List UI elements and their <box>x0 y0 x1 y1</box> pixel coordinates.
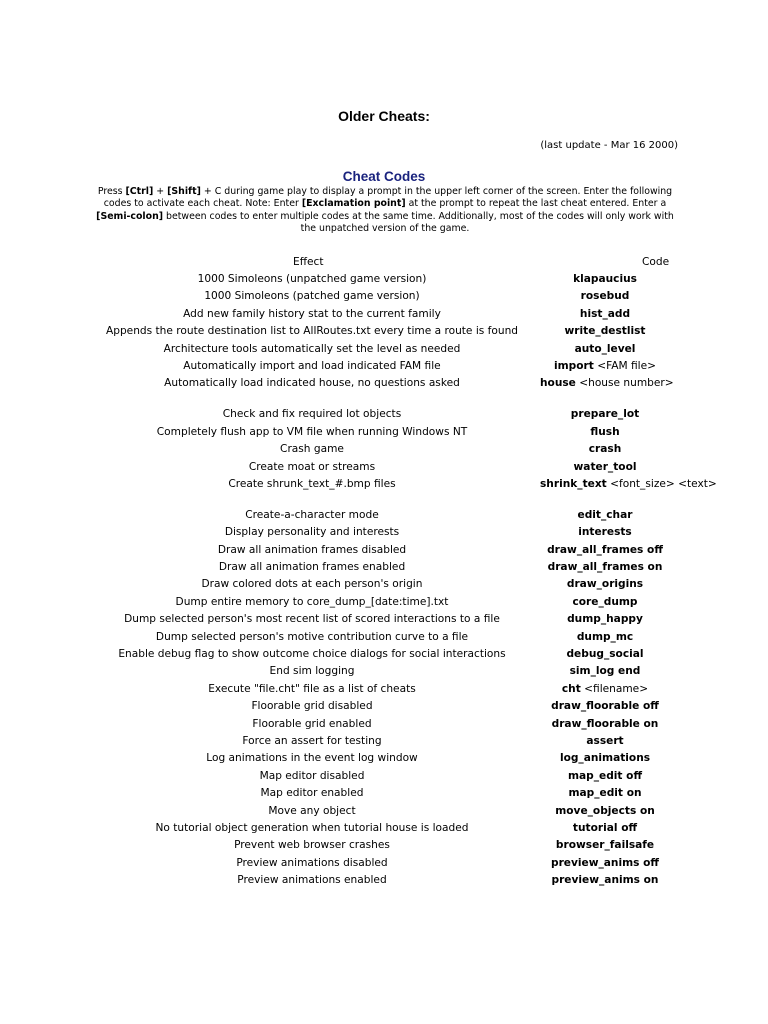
intro-text: + C during game play to display a prompt in the upper left corner of the screen. Enter the following codes to activate each cheat. Note: Enter <box>103 186 673 210</box>
effect-cell <box>0 648 620 665</box>
cheat-code <box>540 377 674 390</box>
effect-text: Draw all animation frames disabled <box>217 543 407 556</box>
cheat-code <box>540 561 670 574</box>
cheat-code <box>540 613 670 626</box>
code-keyword: assert <box>586 734 624 747</box>
effect-text: Create moat or streams <box>248 460 376 473</box>
code-keyword: dump_happy <box>567 613 643 626</box>
code-cell <box>572 595 768 613</box>
code-keyword: log_animations <box>559 752 651 765</box>
effect-text: 1000 Simoleons (unpatched game version) <box>197 273 427 285</box>
code-cell <box>550 856 768 874</box>
code-keyword: dump_mc <box>576 630 634 643</box>
code-argument: <filename> <box>580 682 649 695</box>
code-cell <box>570 408 768 425</box>
cheat-code <box>540 308 670 321</box>
code-cell <box>561 682 768 700</box>
code-cell <box>564 325 768 342</box>
effect-text: Map editor enabled <box>260 787 364 800</box>
section-title: Cheat Codes <box>342 169 426 184</box>
table-row <box>0 360 768 377</box>
table-row <box>0 613 768 630</box>
effect-text: Floorable grid enabled <box>252 717 372 730</box>
table-row <box>0 544 768 561</box>
cheat-code <box>540 596 670 609</box>
effect-text: End sim logging <box>269 665 355 678</box>
code-cell <box>573 460 768 478</box>
code-cell <box>547 543 768 561</box>
effect-cell <box>0 665 620 682</box>
effect-text: Automatically import and load indicated FAM file <box>183 359 441 372</box>
effect-cell <box>0 360 620 377</box>
cheat-code <box>540 735 670 748</box>
cheat-code <box>540 822 670 835</box>
code-keyword: interests <box>578 526 632 539</box>
effect-text: Display personality and interests <box>224 526 400 539</box>
table-row <box>0 343 768 360</box>
code-keyword: map_edit on <box>568 787 642 800</box>
effect-cell <box>0 544 620 561</box>
code-argument: <font_size> <text> <box>606 477 717 490</box>
cheat-code <box>540 700 670 713</box>
effect-text: Dump selected person's motive contribution curve to a file <box>155 630 469 643</box>
effect-text: Check and fix required lot objects <box>222 408 402 421</box>
code-cell <box>576 630 768 648</box>
effect-cell <box>0 561 620 578</box>
table-row <box>0 290 768 307</box>
code-keyword: prepare_lot <box>570 408 640 421</box>
effect-text: Create shrunk_text_#.bmp files <box>228 477 396 490</box>
code-keyword: rosebud <box>580 290 630 303</box>
effect-text: Crash game <box>280 443 344 456</box>
cheat-code <box>540 461 670 474</box>
code-cell <box>568 787 768 804</box>
code-keyword: klapaucius <box>573 273 637 285</box>
code-cell <box>590 425 768 443</box>
intro-paragraph <box>90 186 680 235</box>
cheat-code <box>540 443 670 456</box>
effect-cell <box>0 308 620 325</box>
effect-cell <box>0 596 620 613</box>
intro-text: at the prompt to repeat the last cheat entered. Enter a <box>405 198 667 210</box>
effect-cell <box>0 377 620 408</box>
code-keyword: auto_level <box>574 342 636 355</box>
cheat-code <box>540 343 670 356</box>
code-cell <box>573 273 768 290</box>
code-cell <box>566 578 768 595</box>
effect-cell <box>0 787 620 804</box>
table-row <box>0 509 768 526</box>
table-row <box>0 273 768 290</box>
effect-text: Architecture tools automatically set the level as needed <box>163 342 461 355</box>
cheat-code <box>540 787 670 800</box>
cheat-code <box>540 290 670 303</box>
effect-cell <box>0 526 620 543</box>
effect-cell <box>0 631 620 648</box>
effect-cell <box>0 857 620 874</box>
code-keyword: shrink_text <box>540 477 607 490</box>
intro-text: + <box>153 186 168 197</box>
table-row <box>0 308 768 325</box>
cheat-code <box>540 648 670 661</box>
code-cell <box>567 769 768 787</box>
cheat-code <box>540 752 670 765</box>
table-header-row <box>0 256 768 273</box>
code-cell <box>577 508 768 526</box>
table-row <box>0 718 768 735</box>
code-cell <box>572 821 768 839</box>
cheat-code <box>540 509 670 522</box>
cheat-code <box>540 408 670 421</box>
table-row <box>0 526 768 543</box>
effect-cell <box>0 683 620 700</box>
table-row <box>0 561 768 578</box>
effect-text: Move any object <box>268 804 356 817</box>
effect-cell <box>0 874 620 891</box>
effect-cell <box>0 718 620 735</box>
code-cell <box>578 526 768 543</box>
code-cell <box>566 648 768 665</box>
table-row <box>0 443 768 460</box>
effect-text: Force an assert for testing <box>242 734 382 747</box>
effect-column-header: Effect <box>293 256 324 268</box>
cheat-code <box>540 839 670 852</box>
code-cell <box>588 443 768 460</box>
table-row <box>0 426 768 443</box>
key-name: [Ctrl] <box>125 186 154 197</box>
code-keyword: tutorial off <box>572 821 638 834</box>
code-cell <box>579 307 768 325</box>
cheat-code <box>540 273 670 286</box>
effect-cell <box>0 805 620 822</box>
intro-text: Press <box>97 186 126 197</box>
table-row <box>0 770 768 787</box>
effect-cell <box>0 735 620 752</box>
code-keyword: browser_failsafe <box>555 839 655 852</box>
cheat-code <box>540 426 670 439</box>
table-row <box>0 787 768 804</box>
table-row <box>0 822 768 839</box>
table-row <box>0 596 768 613</box>
effect-text: Draw colored dots at each person's origin <box>201 578 423 591</box>
effect-cell <box>0 700 620 717</box>
cheat-code <box>540 665 670 678</box>
code-cell <box>574 342 768 360</box>
table-row <box>0 805 768 822</box>
table-row <box>0 578 768 595</box>
table-row <box>0 735 768 752</box>
cheat-code <box>540 477 717 491</box>
effect-text: Create-a-character mode <box>245 508 379 521</box>
effect-text: Automatically load indicated house, no questions asked <box>164 377 460 390</box>
cheat-code <box>540 770 670 783</box>
table-row <box>0 377 768 408</box>
cheat-code <box>540 578 670 591</box>
effect-cell <box>0 343 620 360</box>
table-row <box>0 631 768 648</box>
code-keyword: preview_anims on <box>551 874 659 887</box>
code-cell <box>569 665 768 682</box>
effect-cell <box>0 770 620 787</box>
effect-cell <box>0 325 620 342</box>
code-cell <box>547 561 768 578</box>
effect-cell <box>0 426 620 443</box>
code-keyword: crash <box>588 443 622 456</box>
effect-text: Completely flush app to VM file when running Windows NT <box>156 425 468 438</box>
effect-cell <box>0 408 620 425</box>
code-keyword: house <box>540 377 576 390</box>
effect-text: Log animations in the event log window <box>206 752 418 765</box>
code-cell <box>555 839 768 856</box>
code-keyword: flush <box>590 425 620 438</box>
code-keyword: draw_floorable off <box>551 700 659 713</box>
code-keyword: import <box>554 359 594 372</box>
cheat-code <box>540 360 670 373</box>
effect-text: Dump selected person's most recent list of scored interactions to a file <box>124 613 500 626</box>
effect-cell <box>0 273 620 290</box>
cheat-code <box>540 874 670 887</box>
effect-cell <box>0 839 620 856</box>
code-argument: <house number> <box>575 377 674 390</box>
page-title: Older Cheats: <box>338 108 430 124</box>
code-keyword: map_edit off <box>567 769 643 782</box>
cheat-code <box>540 325 670 338</box>
effect-text: Preview animations enabled <box>237 874 387 887</box>
table-row <box>0 478 768 509</box>
effect-cell <box>0 478 620 509</box>
effect-text: Enable debug flag to show outcome choice dialogs for social interactions <box>118 648 506 661</box>
effect-cell <box>0 752 620 769</box>
effect-text: Floorable grid disabled <box>251 700 373 713</box>
key-name: [Shift] <box>167 186 201 197</box>
table-row <box>0 683 768 700</box>
effect-text: Execute "file.cht" file as a list of cheats <box>208 682 416 695</box>
effect-text: Add new family history stat to the current family <box>183 307 441 320</box>
effect-cell <box>0 443 620 460</box>
code-cell <box>586 734 768 752</box>
code-keyword: cht <box>561 682 581 695</box>
code-keyword: draw_origins <box>566 578 644 591</box>
code-keyword: water_tool <box>573 460 637 473</box>
table-row <box>0 408 768 425</box>
table-row <box>0 752 768 769</box>
code-column-header: Code <box>642 256 670 268</box>
code-keyword: move_objects on <box>555 804 655 817</box>
effect-text: 1000 Simoleons (patched game version) <box>204 290 420 303</box>
table-row <box>0 839 768 856</box>
key-name: [Exclamation point] <box>301 198 406 210</box>
effect-text: Appends the route destination list to AllRoutes.txt every time a route is found <box>105 325 519 338</box>
code-keyword: debug_social <box>566 648 644 661</box>
effect-cell <box>0 290 620 307</box>
effect-text: Map editor disabled <box>259 769 365 782</box>
code-keyword: preview_anims off <box>550 856 659 869</box>
code-keyword: sim_log end <box>569 665 641 678</box>
effect-text: Draw all animation frames enabled <box>218 561 406 574</box>
code-cell <box>540 377 768 408</box>
table-row <box>0 665 768 682</box>
effect-cell <box>0 509 620 526</box>
code-cell <box>551 874 768 891</box>
table-row <box>0 325 768 342</box>
cheat-code <box>540 857 670 870</box>
key-name: [Semi-colon] <box>96 210 164 222</box>
effect-text: Preview animations disabled <box>236 856 388 869</box>
effect-cell <box>0 578 620 595</box>
code-keyword: write_destlist <box>564 325 646 338</box>
code-cell <box>540 477 768 509</box>
code-cell <box>580 290 768 307</box>
code-cell <box>554 359 768 377</box>
code-keyword: draw_all_frames off <box>547 543 663 556</box>
code-cell <box>551 717 768 735</box>
code-cell <box>567 613 768 630</box>
cheat-codes-table <box>0 256 768 892</box>
effect-text: No tutorial object generation when tutorial house is loaded <box>155 821 469 834</box>
table-row <box>0 700 768 717</box>
table-row <box>0 461 768 478</box>
intro-text: between codes to enter multiple codes at the same time. Additionally, most of the codes will only work with the unpatched version of the game. <box>163 210 674 234</box>
code-argument: <FAM file> <box>593 359 656 372</box>
cheat-code <box>540 718 670 731</box>
code-cell <box>551 700 768 717</box>
effect-cell <box>0 613 620 630</box>
table-row <box>0 857 768 874</box>
table-row <box>0 874 768 891</box>
cheat-code <box>540 526 670 539</box>
table-row <box>0 648 768 665</box>
effect-text: Dump entire memory to core_dump_[date:time].txt <box>175 595 449 608</box>
cheat-code <box>540 805 670 818</box>
cheat-code <box>540 544 670 557</box>
cheat-rows <box>0 273 768 892</box>
cheat-code <box>540 631 670 644</box>
code-keyword: draw_all_frames on <box>547 561 663 574</box>
code-cell <box>555 804 768 822</box>
effect-cell <box>0 461 620 478</box>
code-cell <box>559 752 768 769</box>
cheat-code <box>540 683 670 696</box>
code-keyword: hist_add <box>579 307 631 320</box>
effect-text: Prevent web browser crashes <box>234 839 390 852</box>
code-keyword: edit_char <box>577 508 633 521</box>
effect-cell <box>0 822 620 839</box>
code-keyword: core_dump <box>572 595 638 608</box>
code-keyword: draw_floorable on <box>551 717 659 730</box>
last-update-note: (last update - Mar 16 2000) <box>540 140 678 151</box>
